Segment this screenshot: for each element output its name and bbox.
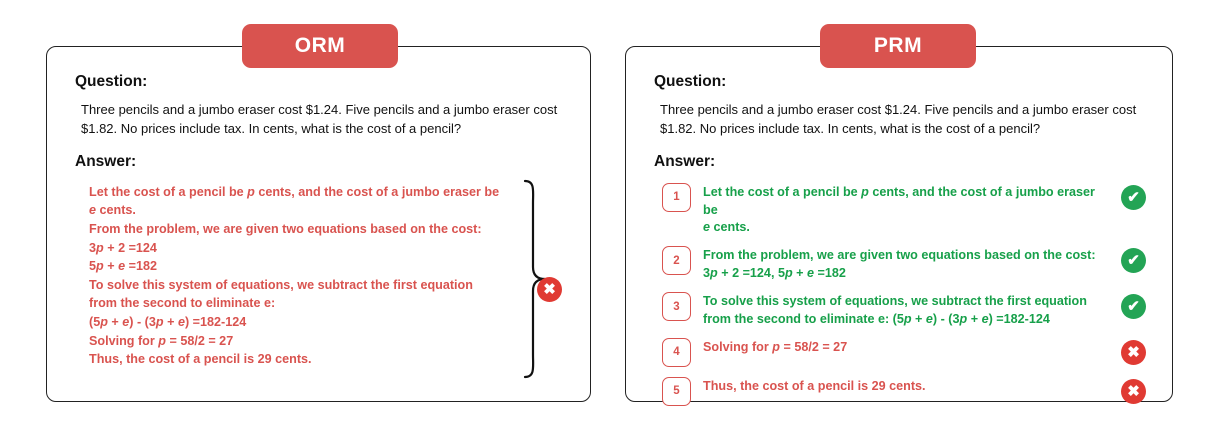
prm-panel-content (626, 47, 1172, 401)
cross-icon: ✖ (1121, 379, 1146, 404)
orm-answer-line: Thus, the cost of a pencil is 29 cents. (89, 352, 312, 367)
orm-answer-line: (5p + e) - (3p + e) =182-124 (89, 315, 247, 330)
orm-verdict-icon (537, 277, 562, 302)
prm-panel (625, 46, 1173, 402)
orm-question-text: Three pencils and a jumbo eraser cost $1.24. Five pencils and a jumbo eraser cost $1.82. No prices include tax. In cents, what is the cost of a pencil? (81, 102, 558, 136)
prm-question-text: Three pencils and a jumbo eraser cost $1.24. Five pencils and a jumbo eraser cost $1.82. No prices include tax. In cents, what is the cost of a pencil? (660, 102, 1137, 136)
cross-icon: ✖ (1121, 340, 1146, 365)
cross-icon: ✖ (537, 277, 562, 302)
orm-answer-line: To solve this system of equations, we subtract the first equation from the second to eliminate e: (89, 277, 473, 311)
step-number: 5 (662, 377, 691, 406)
prm-answer-heading: Answer: (654, 152, 716, 170)
orm-answer-heading: Answer: (75, 152, 137, 170)
orm-answer-line: Let the cost of a pencil be p cents, and the cost of a jumbo eraser be e cents. (89, 184, 500, 218)
prm-step (662, 292, 1146, 329)
step-text: From the problem, we are given two equations based on the cost: 3p + 2 =124, 5p + e =182 (703, 248, 1096, 281)
step-status (1116, 246, 1146, 273)
step-number: 3 (662, 292, 691, 321)
step-number: 1 (662, 183, 691, 212)
prm-step-list (662, 183, 1146, 407)
step-text: Thus, the cost of a pencil is 29 cents. (703, 378, 926, 393)
orm-question-heading: Question: (75, 73, 148, 90)
step-text: Let the cost of a pencil be p cents, and the cost of a jumbo eraser be e cents. (703, 184, 1095, 235)
step-status (1116, 338, 1146, 365)
step-text: Solving for p = 58/2 = 27 (703, 339, 848, 354)
orm-answer-line: From the problem, we are given two equations based on the cost: (89, 221, 482, 236)
check-icon: ✔ (1121, 294, 1146, 319)
check-icon: ✔ (1121, 248, 1146, 273)
prm-step (662, 377, 1146, 407)
prm-question-heading: Question: (654, 73, 727, 90)
orm-answer-block (89, 183, 519, 369)
check-icon: ✔ (1121, 185, 1146, 210)
step-number: 4 (662, 338, 691, 367)
prm-badge-label: PRM (873, 34, 923, 57)
orm-answer-line: 5p + e =182 (89, 259, 157, 274)
step-status (1116, 377, 1146, 404)
step-status (1116, 292, 1146, 319)
prm-step (662, 183, 1146, 238)
prm-step (662, 338, 1146, 368)
prm-step (662, 246, 1146, 283)
prm-badge (820, 24, 976, 68)
orm-panel (46, 46, 591, 402)
orm-panel-content (47, 47, 590, 401)
step-status (1116, 183, 1146, 210)
step-number: 2 (662, 246, 691, 275)
orm-badge (242, 24, 398, 68)
orm-answer-line: 3p + 2 =124 (89, 240, 157, 255)
step-text: To solve this system of equations, we subtract the first equation from the second to eliminate e: (5p + e) - (3p + e) =182-124 (703, 294, 1087, 326)
orm-badge-label: ORM (294, 34, 346, 57)
orm-answer-line: Solving for p = 58/2 = 27 (89, 333, 234, 348)
